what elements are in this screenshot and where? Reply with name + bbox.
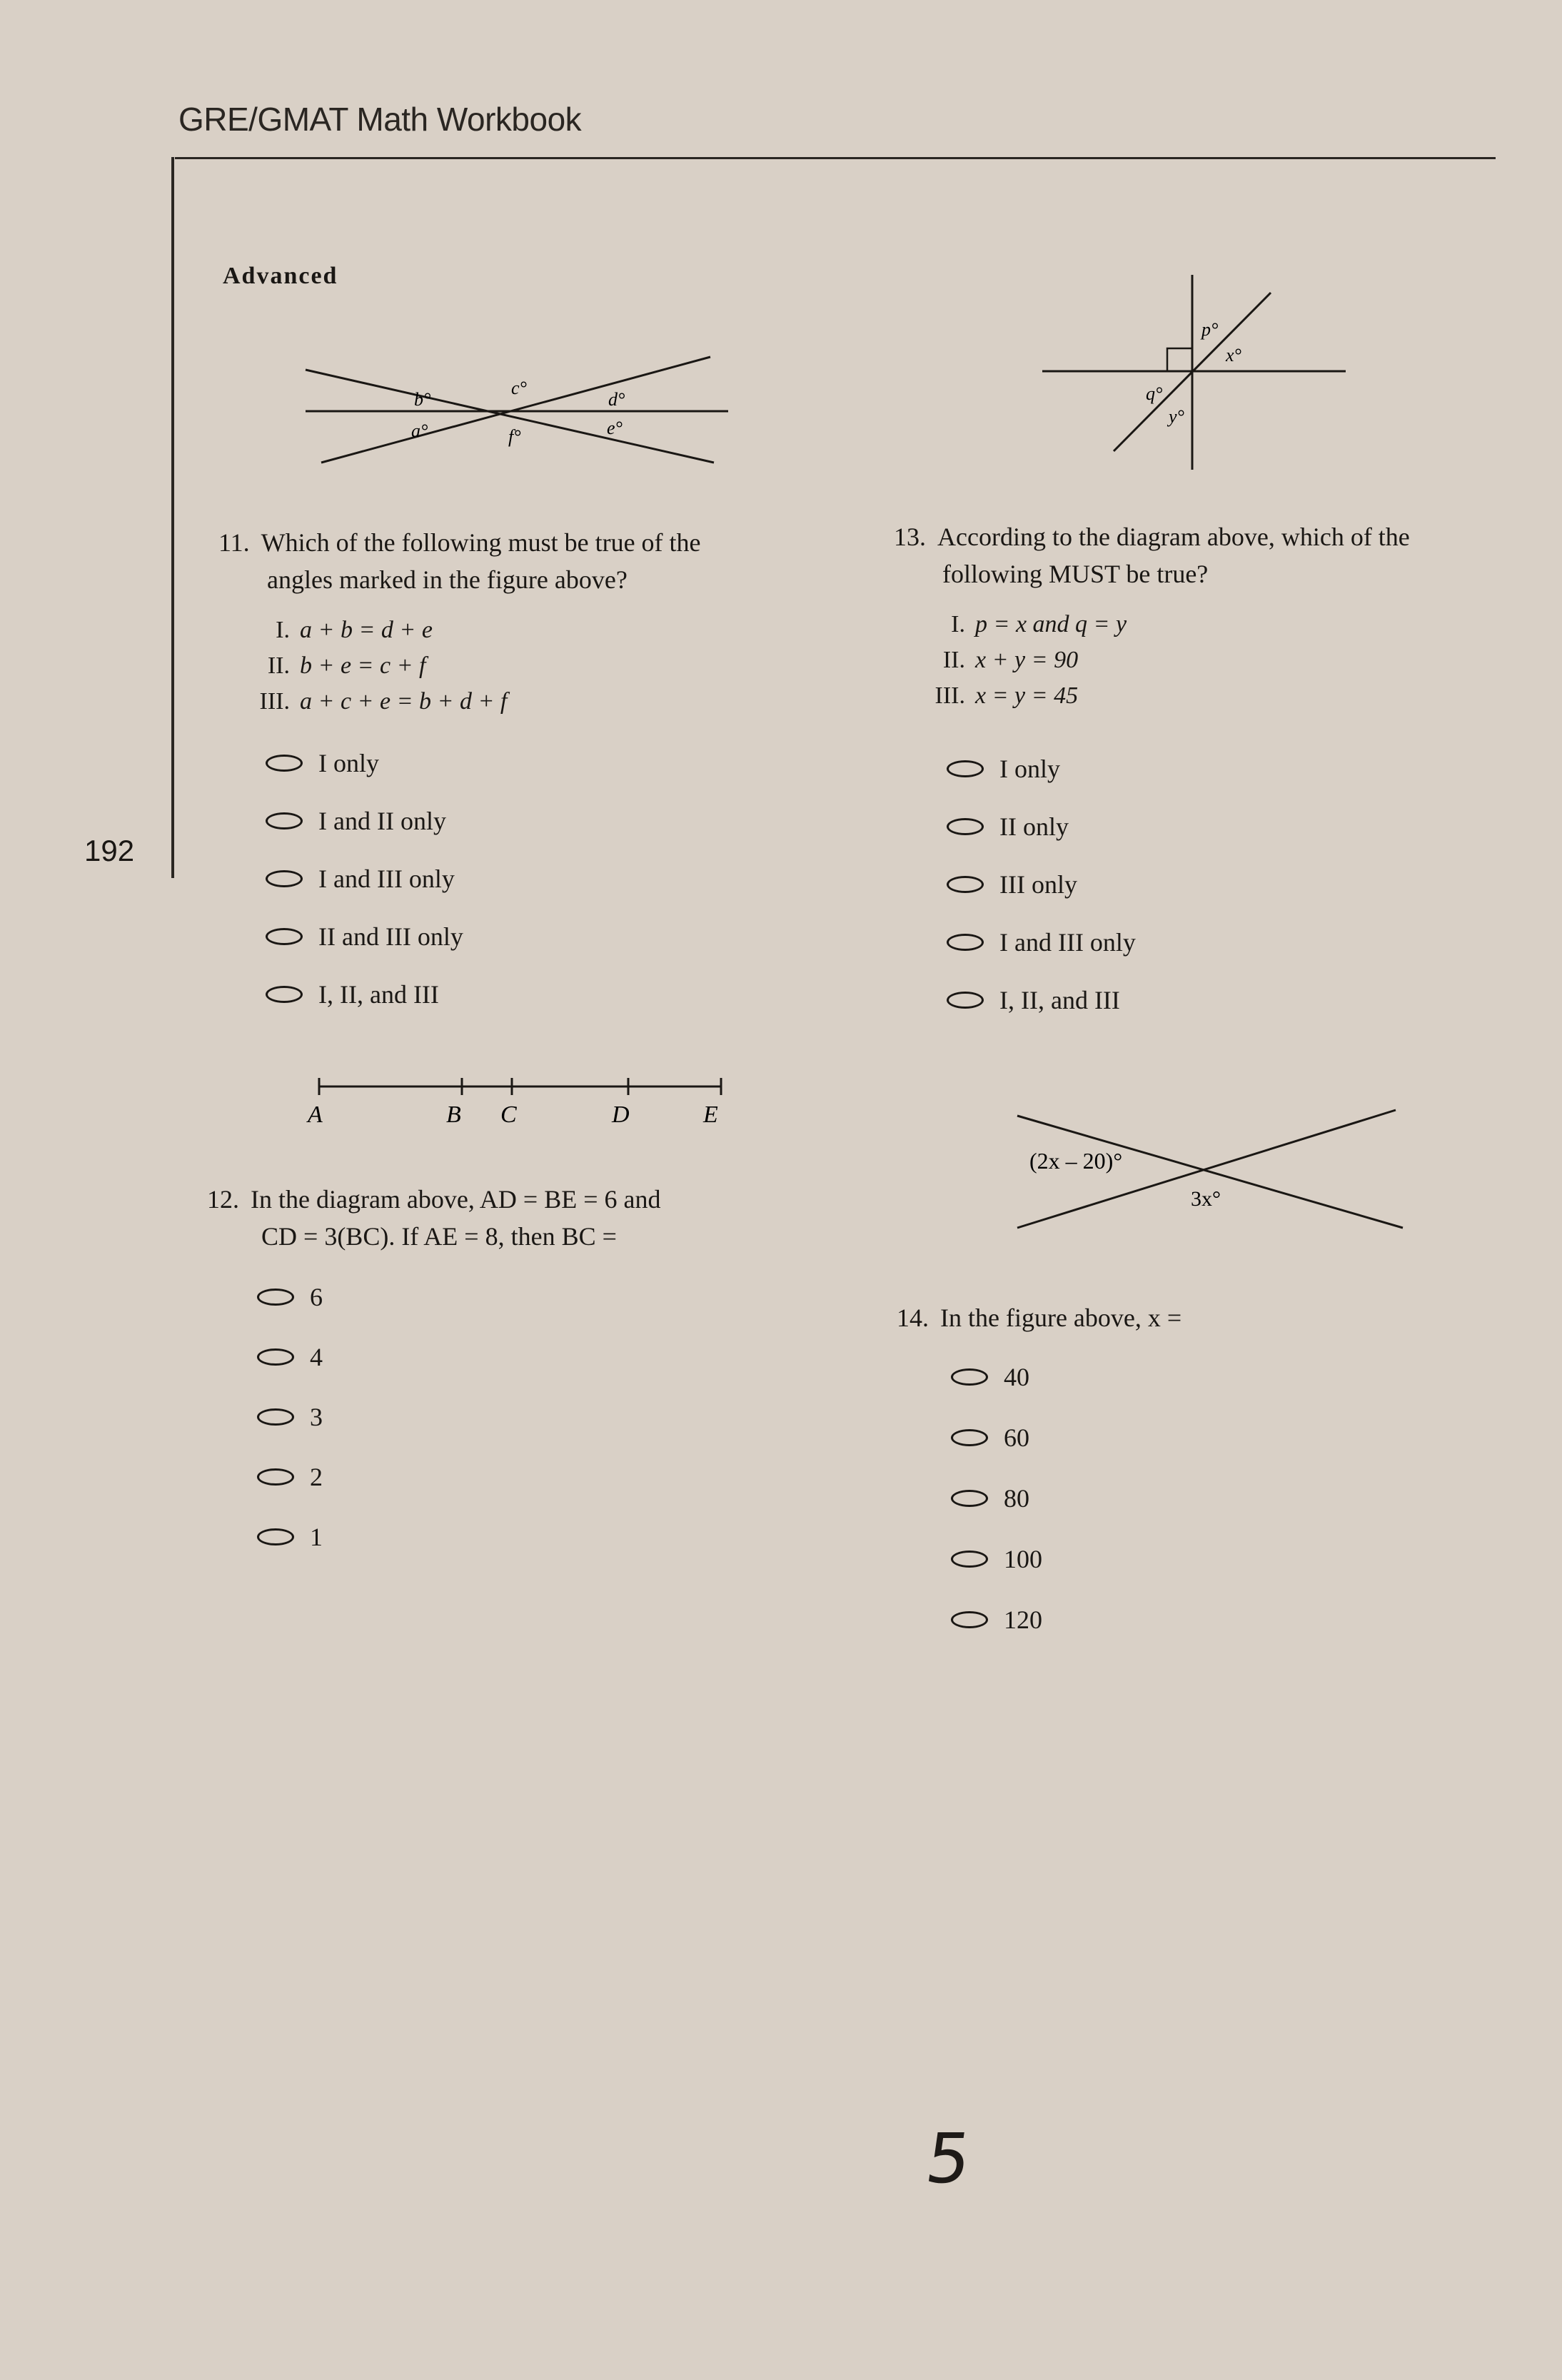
q11-option-d[interactable]: II and III only bbox=[266, 919, 463, 954]
q11-option-a[interactable]: I only bbox=[266, 745, 463, 781]
q11-options bbox=[266, 745, 463, 1012]
answer-bubble-icon[interactable] bbox=[266, 755, 303, 772]
q14-option-d[interactable]: 100 bbox=[951, 1541, 1042, 1577]
question-13 bbox=[894, 518, 1410, 714]
fig12-label-b: B bbox=[446, 1101, 461, 1128]
answer-bubble-icon[interactable] bbox=[266, 870, 303, 887]
q12-number: 12. bbox=[207, 1185, 239, 1214]
fig12-label-e: E bbox=[703, 1101, 718, 1128]
answer-bubble-icon[interactable] bbox=[266, 812, 303, 830]
q11-option-e[interactable]: I, II, and III bbox=[266, 977, 463, 1012]
fig11-line-1 bbox=[306, 370, 714, 463]
q13-option-c[interactable]: III only bbox=[947, 867, 1136, 902]
q14-option-a[interactable]: 40 bbox=[951, 1359, 1042, 1395]
fig12-label-a: A bbox=[308, 1101, 323, 1128]
figure-11 bbox=[300, 350, 742, 471]
answer-bubble-icon[interactable] bbox=[951, 1368, 988, 1386]
answer-bubble-icon[interactable] bbox=[257, 1528, 294, 1546]
answer-bubble-icon[interactable] bbox=[257, 1408, 294, 1426]
fig13-label-p: p° bbox=[1201, 319, 1219, 340]
q11-number: 11. bbox=[218, 528, 250, 557]
fig11-label-f: f° bbox=[508, 426, 521, 447]
question-14 bbox=[897, 1299, 1181, 1336]
answer-bubble-icon[interactable] bbox=[257, 1348, 294, 1366]
answer-bubble-icon[interactable] bbox=[947, 760, 984, 777]
q12-stem-line-2: CD = 3(BC). If AE = 8, then BC = bbox=[261, 1222, 617, 1251]
q14-option-b[interactable]: 60 bbox=[951, 1420, 1042, 1456]
answer-bubble-icon[interactable] bbox=[951, 1550, 988, 1568]
fig13-label-q: q° bbox=[1146, 383, 1163, 404]
q13-option-e[interactable]: I, II, and III bbox=[947, 982, 1136, 1018]
right-angle-icon bbox=[1167, 348, 1192, 371]
q13-stem-line-2: following MUST be true? bbox=[942, 560, 1209, 588]
answer-bubble-icon[interactable] bbox=[947, 818, 984, 835]
answer-bubble-icon[interactable] bbox=[947, 876, 984, 893]
q13-statement-3: III. x = y = 45 bbox=[934, 682, 1079, 709]
fig12-label-d: D bbox=[612, 1101, 630, 1128]
answer-bubble-icon[interactable] bbox=[951, 1429, 988, 1446]
answer-bubble-icon[interactable] bbox=[951, 1490, 988, 1507]
answer-bubble-icon[interactable] bbox=[951, 1611, 988, 1628]
question-12 bbox=[207, 1181, 660, 1255]
figure-14 bbox=[1014, 1103, 1414, 1231]
answer-bubble-icon[interactable] bbox=[257, 1289, 294, 1306]
fig11-label-c: c° bbox=[511, 378, 527, 398]
q14-stem: 14. In the figure above, x = bbox=[897, 1299, 1181, 1336]
margin-rule bbox=[171, 157, 174, 878]
fig11-label-e: e° bbox=[607, 418, 623, 438]
q14-number: 14. bbox=[897, 1304, 929, 1332]
q11-statement-1: I. a + b = d + e bbox=[276, 617, 433, 643]
q11-stem-line-1: 11. Which of the following must be true of the bbox=[218, 524, 701, 561]
fig11-label-d: d° bbox=[608, 389, 625, 410]
q14-option-c[interactable]: 80 bbox=[951, 1481, 1042, 1516]
answer-bubble-icon[interactable] bbox=[257, 1468, 294, 1486]
header-rule bbox=[175, 157, 1496, 159]
q13-stem-line-1: 13. According to the diagram above, which of the bbox=[894, 518, 1410, 555]
fig14-label-3x: 3x° bbox=[1191, 1187, 1221, 1211]
question-11 bbox=[218, 524, 701, 720]
fig11-label-b: b° bbox=[414, 389, 431, 410]
q12-option-c[interactable]: 3 bbox=[257, 1399, 323, 1435]
q12-option-e[interactable]: 1 bbox=[257, 1519, 323, 1555]
answer-bubble-icon[interactable] bbox=[947, 934, 984, 951]
figure-13 bbox=[1039, 271, 1353, 471]
q11-option-b[interactable]: I and II only bbox=[266, 803, 463, 839]
q11-statement-2: II. b + e = c + f bbox=[267, 652, 426, 679]
fig13-label-y: y° bbox=[1169, 406, 1184, 427]
answer-bubble-icon[interactable] bbox=[266, 986, 303, 1003]
handwritten-page-mark: 5 bbox=[921, 2119, 976, 2199]
q13-option-a[interactable]: I only bbox=[947, 751, 1136, 787]
q13-options bbox=[947, 751, 1136, 1018]
q13-statement-2: II. x + y = 90 bbox=[942, 647, 1079, 673]
answer-bubble-icon[interactable] bbox=[947, 992, 984, 1009]
fig14-label-upper: (2x – 20)° bbox=[1029, 1148, 1123, 1174]
q14-options bbox=[951, 1359, 1042, 1638]
q11-stem-line-2: angles marked in the figure above? bbox=[267, 565, 628, 594]
q11-option-c[interactable]: I and III only bbox=[266, 861, 463, 897]
q13-number: 13. bbox=[894, 523, 926, 551]
q12-option-d[interactable]: 2 bbox=[257, 1459, 323, 1495]
figure-12 bbox=[303, 1071, 746, 1135]
q12-options bbox=[257, 1279, 323, 1555]
q11-statement-3: III. a + c + e = b + d + f bbox=[259, 688, 508, 715]
fig13-label-x: x° bbox=[1226, 345, 1241, 365]
q12-stem-line-1: 12. In the diagram above, AD = BE = 6 and bbox=[207, 1181, 660, 1218]
fig12-label-c: C bbox=[500, 1101, 517, 1128]
q14-option-e[interactable]: 120 bbox=[951, 1602, 1042, 1638]
q12-option-a[interactable]: 6 bbox=[257, 1279, 323, 1315]
fig11-label-a: a° bbox=[411, 420, 428, 441]
answer-bubble-icon[interactable] bbox=[266, 928, 303, 945]
page-number: 192 bbox=[84, 834, 135, 867]
section-heading: Advanced bbox=[223, 263, 338, 289]
q12-option-b[interactable]: 4 bbox=[257, 1339, 323, 1375]
workbook-title: GRE/GMAT Math Workbook bbox=[178, 101, 582, 138]
q13-statement-1: I. p = x and q = y bbox=[951, 611, 1127, 637]
q13-option-b[interactable]: II only bbox=[947, 809, 1136, 844]
q13-option-d[interactable]: I and III only bbox=[947, 924, 1136, 960]
